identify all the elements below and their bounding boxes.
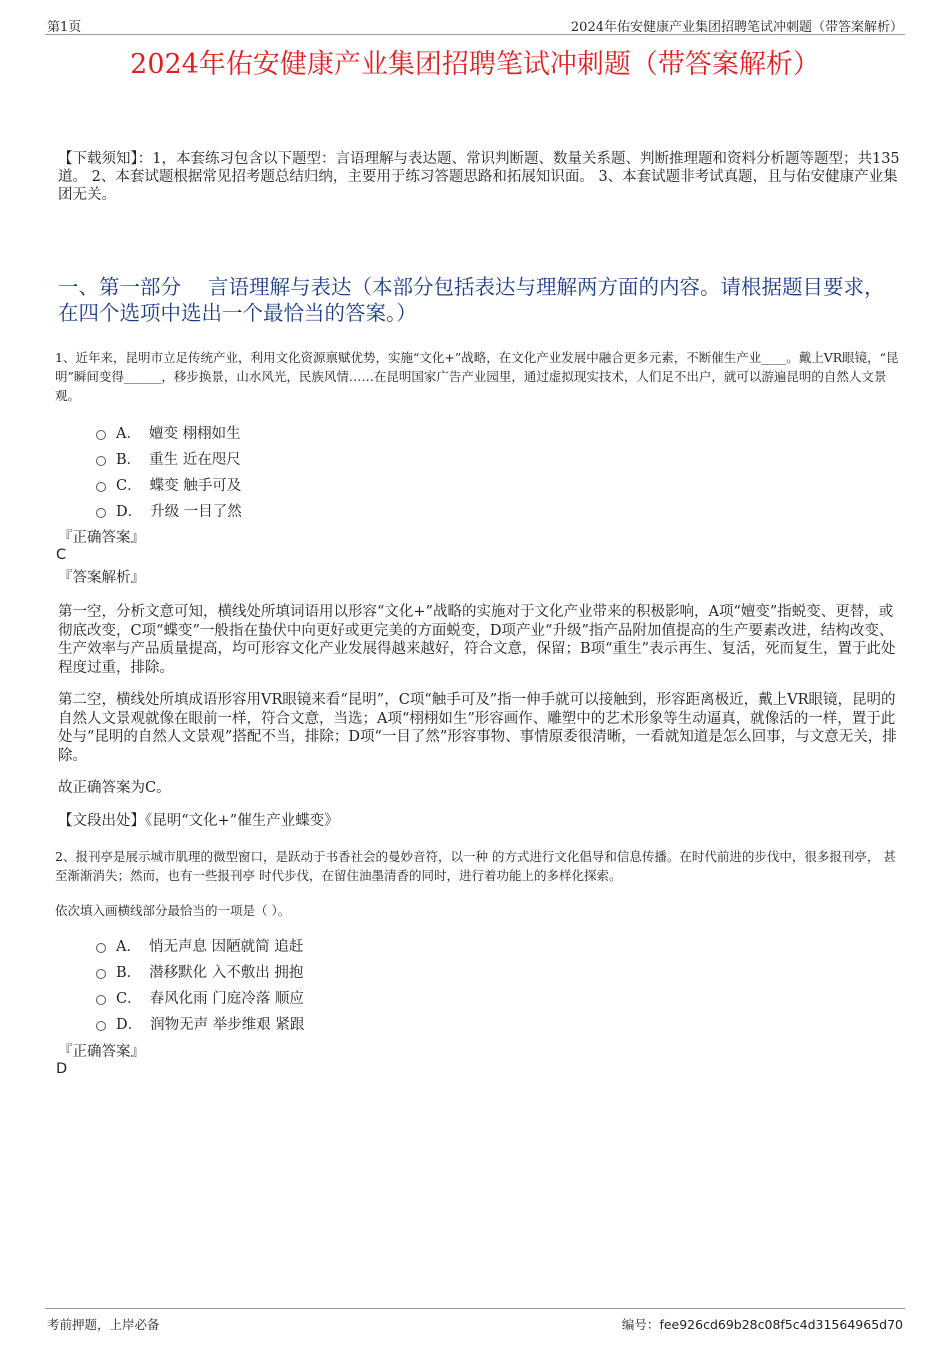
option-a[interactable]: A． 悄无声息 因陋就简 追赶 xyxy=(96,932,304,958)
answer-label: 『正确答案』 xyxy=(58,530,145,546)
question-2-stem: 2、报刊亭是展示城市肌理的微型窗口，是跃动于书香社会的曼妙音符，以一种 的方式进行文化倡导和信息传播。在时代前进的步伐中，很多报刊亭， 甚至渐渐消失；然而，也有一些报刊亭 时代步伐，在留住油墨清香的同时，进行着功能上的多样化探索。 xyxy=(55,849,896,883)
answer-value: D xyxy=(56,1061,68,1077)
header-doc-title: 2024年佑安健康产业集团招聘笔试冲刺题（带答案解析） xyxy=(570,20,903,35)
question-1-options xyxy=(96,419,242,523)
option-b[interactable]: B． 潜移默化 入不敷出 拥抱 xyxy=(96,958,304,984)
document-id-label: 编号： xyxy=(621,1317,660,1332)
page-number: 第1页 xyxy=(47,20,82,35)
analysis-conclusion: 故正确答案为C。 xyxy=(58,780,171,796)
analysis-label: 『答案解析』 xyxy=(58,570,145,586)
question-2-instruction: 依次填入画横线部分最恰当的一项是（ ）。 xyxy=(55,903,291,918)
question-1-stem: 1、近年来，昆明市立足传统产业，利用文化资源禀赋优势，实施“文化+”战略，在文化产业发展中融合更多元素，不断催生产业____。戴上VR眼镜，“昆明”瞬间变得______，移步换景，山水风光，民族风情……在昆明国家广告产业园里，通过虚拟现实技术，人们足不出户，就可以游遍昆明的自然人文景观。 xyxy=(55,350,899,403)
document-id-value: fee926cd69b28c08f5c4d31564965d70 xyxy=(659,1317,903,1332)
radio-icon[interactable] xyxy=(96,1021,106,1031)
answer-value: C xyxy=(56,547,67,563)
option-b[interactable]: B． 重生 近在咫尺 xyxy=(96,445,242,471)
radio-icon[interactable] xyxy=(96,995,106,1005)
radio-icon[interactable] xyxy=(96,456,106,466)
radio-icon[interactable] xyxy=(96,482,106,492)
question-2-options xyxy=(96,932,304,1036)
document-id xyxy=(622,1315,903,1333)
text-source: 【文段出处】《昆明“文化+”催生产业蝶变》 xyxy=(58,813,339,829)
section-heading: 一、第一部分 言语理解与表达（本部分包括表达与理解两方面的内容。请根据题目要求，在四个选项中选出一个最恰当的答案。） xyxy=(58,275,885,325)
download-notice: 【下载须知】：1，本套练习包含以下题型：言语理解与表达题、常识判断题、数量关系题、判断推理题和资料分析题等题型；共135道。 2、本套试题根据常见招考题总结归纳，主要用于练习答题思路和拓展知识面。 3、本套试题非考试真题，且与佑安健康产业集团无关。 xyxy=(58,151,900,203)
page-title: 2024年佑安健康产业集团招聘笔试冲刺题（带答案解析） xyxy=(130,49,820,80)
radio-icon[interactable] xyxy=(96,430,106,440)
page-header xyxy=(45,14,905,35)
analysis-paragraph-1: 第一空，分析文意可知，横线处所填词语用以形容“文化+”战略的实施对于文化产业带来的积极影响，A项“嬗变”指蜕变、更替，或彻底改变，C项“蝶变”一般指在蛰伏中向更好或更完美的方面蜕变，D项产业“升级”指产品附加值提高的生产要素改进，结构改变、生产效率与产品质量提高，均可形容文化产业发展得越来越好，符合文意，保留；B项“重生”表示再生、复活，死而复生，置于此处程度过重，排除。 xyxy=(58,604,896,676)
option-c[interactable]: C． 蝶变 触手可及 xyxy=(96,471,242,497)
radio-icon[interactable] xyxy=(96,969,106,979)
option-d[interactable]: D． 升级 一目了然 xyxy=(96,497,242,523)
option-c[interactable]: C． 春风化雨 门庭冷落 顺应 xyxy=(96,984,304,1010)
page-footer xyxy=(45,1308,905,1331)
analysis-paragraph-2: 第二空，横线处所填成语形容用VR眼镜来看“昆明”，C项“触手可及”指一伸手就可以接触到，形容距离极近，戴上VR眼镜，昆明的自然人文景观就像在眼前一样，符合文意，当选；A项“栩栩如生”形容画作、雕塑中的艺术形象等生动逼真，就像活的一样，置于此处与“昆明的自然人文景观”搭配不当，排除；D项“一目了然”形容事物、事情原委很清晰，一看就知道是怎么回事，与文意无关，排除。 xyxy=(58,692,897,764)
option-a[interactable]: A． 嬗变 栩栩如生 xyxy=(96,419,242,445)
radio-icon[interactable] xyxy=(96,943,106,953)
option-d[interactable]: D． 润物无声 举步维艰 紧跟 xyxy=(96,1010,304,1036)
radio-icon[interactable] xyxy=(96,508,106,518)
answer-label: 『正确答案』 xyxy=(58,1044,145,1060)
footer-slogan: 考前押题，上岸必备 xyxy=(47,1317,160,1332)
